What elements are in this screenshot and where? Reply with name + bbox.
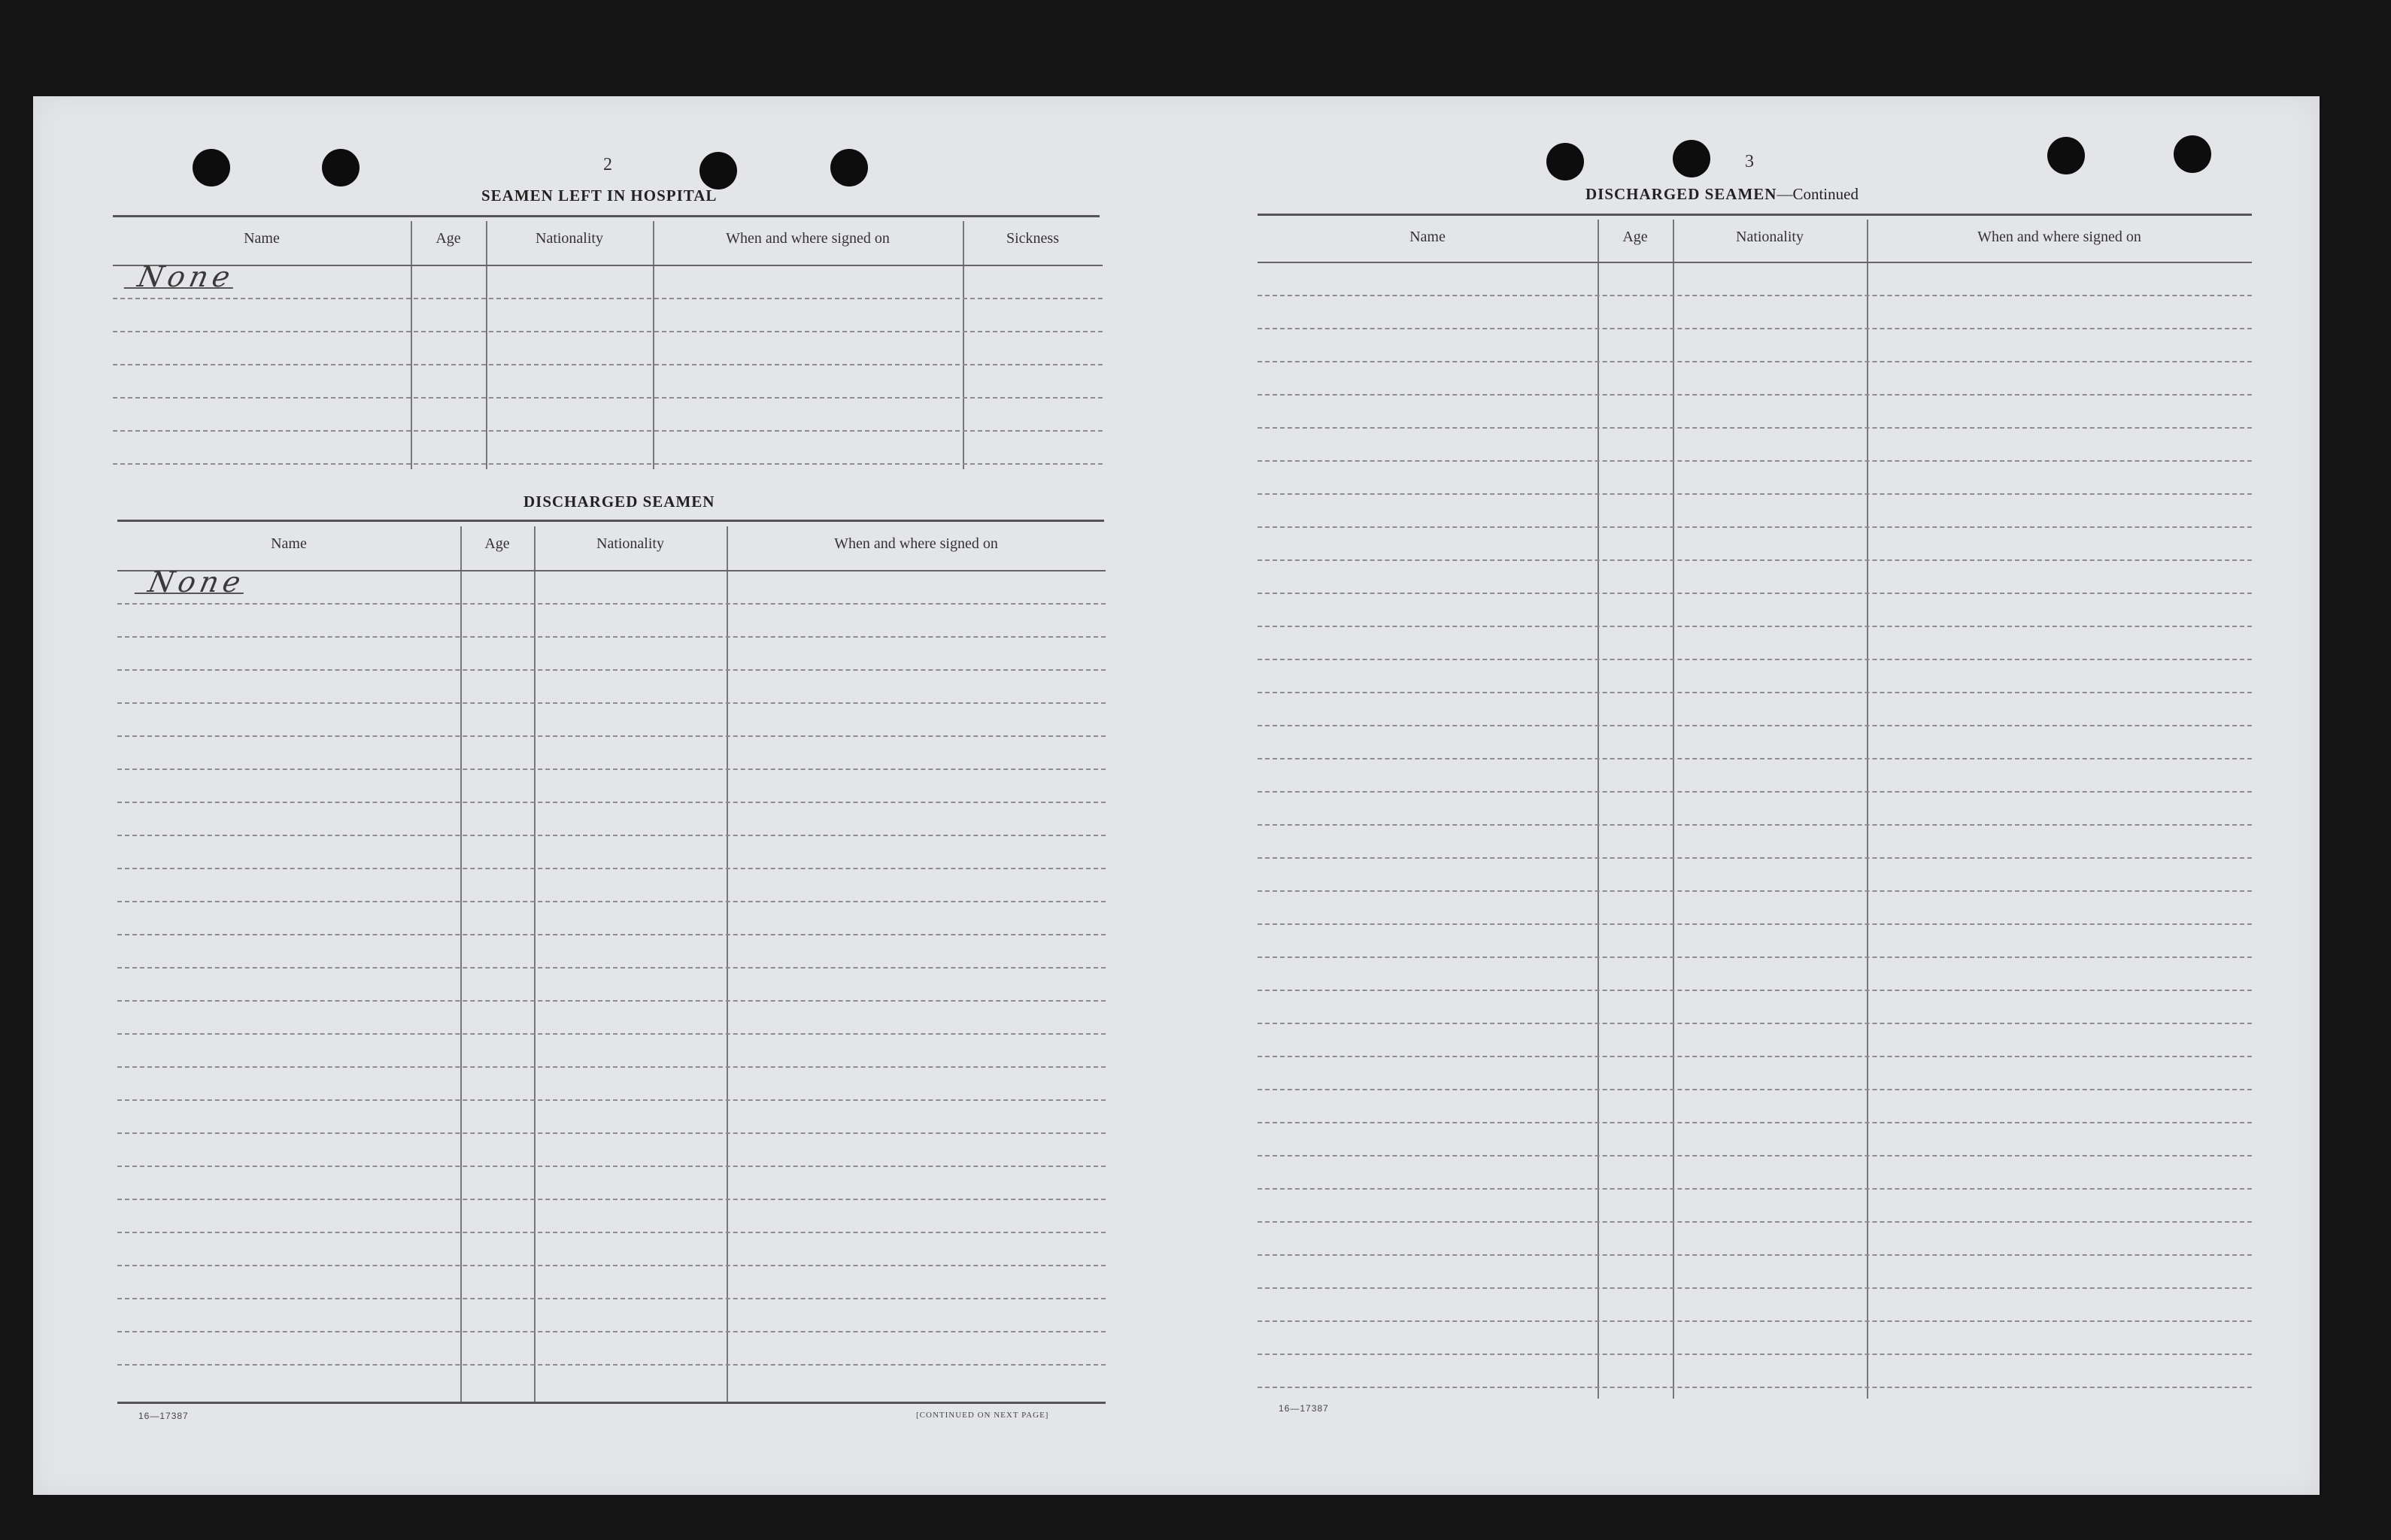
table-row: [1258, 1056, 2252, 1057]
column-divider: [727, 526, 728, 1402]
table-row: [113, 298, 1103, 299]
right-title-continued: —Continued: [1777, 185, 1858, 203]
table-row: [1258, 659, 2252, 660]
table-row: [1258, 857, 2252, 859]
table-row: [1258, 1254, 2252, 1256]
table-row: [1258, 1122, 2252, 1123]
table-row: [117, 901, 1106, 902]
col-head-name: Name: [1409, 229, 1446, 245]
header-underline: [113, 265, 1103, 266]
right-top-rule: [1258, 214, 2252, 216]
table-row: [1258, 758, 2252, 759]
table-row: [117, 1099, 1106, 1101]
table-row: [1258, 956, 2252, 958]
table-row: [117, 1331, 1106, 1332]
table-row: [117, 735, 1106, 737]
hospital-section-title: SEAMEN LEFT IN HOSPITAL: [481, 186, 718, 205]
table-row: [113, 331, 1103, 332]
table-row: [113, 463, 1103, 465]
column-divider: [534, 526, 536, 1402]
table-row: [117, 1232, 1106, 1233]
discharged-bottom-rule: [117, 1402, 1106, 1404]
table-row: [1258, 692, 2252, 693]
table-row: [1258, 328, 2252, 329]
table-row: [117, 967, 1106, 969]
table-row: [117, 1132, 1106, 1134]
right-form-number: 16—17387: [1279, 1403, 1329, 1414]
discharged-entry-name: None: [145, 565, 248, 599]
discharged-top-rule: [117, 520, 1104, 522]
column-divider: [460, 526, 462, 1402]
table-row: [117, 603, 1106, 605]
table-row: [1258, 923, 2252, 925]
header-underline: [1258, 262, 2252, 263]
table-row: [117, 1298, 1106, 1299]
right-section-title: [1585, 185, 1858, 204]
table-row: [1258, 824, 2252, 826]
column-divider: [486, 221, 487, 469]
table-row: [117, 1000, 1106, 1002]
col-head-name: Name: [244, 230, 280, 247]
left-page-number: 2: [603, 155, 612, 174]
col-head-nationality: Nationality: [536, 230, 603, 247]
table-row: [117, 1166, 1106, 1167]
table-row: [1258, 526, 2252, 528]
table-row: [117, 1066, 1106, 1068]
table-row: [1258, 791, 2252, 793]
punch-hole-icon: [1673, 140, 1710, 177]
col-head-sickness: Sickness: [1006, 230, 1059, 247]
table-row: [117, 669, 1106, 671]
table-row: [117, 1364, 1106, 1366]
table-row: [1258, 1320, 2252, 1322]
right-page-number: 3: [1745, 152, 1754, 171]
table-row: [117, 835, 1106, 836]
punch-hole-icon: [2174, 135, 2211, 173]
table-row: [1258, 361, 2252, 362]
table-row: [1258, 1089, 2252, 1090]
table-row: [1258, 1188, 2252, 1190]
table-row: [1258, 626, 2252, 627]
table-row: [113, 364, 1103, 365]
table-row: [117, 1199, 1106, 1200]
table-row: [1258, 725, 2252, 726]
col-head-name: Name: [271, 535, 307, 552]
left-form-number: 16—17387: [138, 1411, 189, 1421]
table-row: [117, 636, 1106, 638]
table-row: [117, 868, 1106, 869]
table-row: [1258, 1287, 2252, 1289]
table-row: [1258, 460, 2252, 462]
hospital-entry-name: None: [135, 260, 238, 293]
column-divider: [653, 221, 654, 469]
table-row: [117, 768, 1106, 770]
col-head-nationality: Nationality: [1736, 229, 1804, 245]
form-sheet: [33, 96, 2320, 1495]
table-row: [1258, 559, 2252, 561]
table-row: [1258, 1155, 2252, 1157]
table-row: [1258, 990, 2252, 991]
table-row: [1258, 295, 2252, 296]
col-head-nationality: Nationality: [596, 535, 664, 552]
table-row: [1258, 1221, 2252, 1223]
header-underline: [117, 570, 1106, 571]
table-row: [1258, 890, 2252, 892]
table-row: [113, 397, 1103, 399]
punch-hole-icon: [193, 149, 230, 186]
column-divider: [411, 221, 412, 469]
right-discharged-table: [1258, 220, 2252, 1399]
table-row: [113, 430, 1103, 432]
hospital-top-rule: [113, 215, 1100, 217]
punch-hole-icon: [1546, 143, 1584, 180]
punch-hole-icon: [322, 149, 360, 186]
col-head-when-where: When and where signed on: [726, 230, 890, 247]
table-row: [1258, 493, 2252, 495]
table-row: [117, 702, 1106, 704]
hospital-table: [113, 221, 1103, 469]
table-row: [1258, 394, 2252, 396]
punch-hole-icon: [830, 149, 868, 186]
col-head-age: Age: [435, 230, 461, 247]
col-head-age: Age: [484, 535, 510, 552]
punch-hole-icon: [2047, 137, 2085, 174]
col-head-when-where: When and where signed on: [834, 535, 998, 552]
col-head-when-where: When and where signed on: [1977, 229, 2141, 245]
discharged-section-title: DISCHARGED SEAMEN: [523, 493, 715, 511]
punch-hole-icon: [699, 152, 737, 189]
continued-note: [CONTINUED ON NEXT PAGE]: [916, 1411, 1049, 1420]
table-row: [1258, 1387, 2252, 1388]
table-row: [1258, 427, 2252, 429]
table-row: [117, 1033, 1106, 1035]
table-row: [117, 934, 1106, 935]
table-row: [1258, 593, 2252, 594]
column-divider: [963, 221, 964, 469]
right-title-main: DISCHARGED SEAMEN: [1585, 185, 1777, 203]
table-row: [117, 802, 1106, 803]
col-head-age: Age: [1622, 229, 1648, 245]
table-row: [117, 1265, 1106, 1266]
discharged-table: [117, 526, 1106, 1402]
table-row: [1258, 1354, 2252, 1355]
table-row: [1258, 1023, 2252, 1024]
